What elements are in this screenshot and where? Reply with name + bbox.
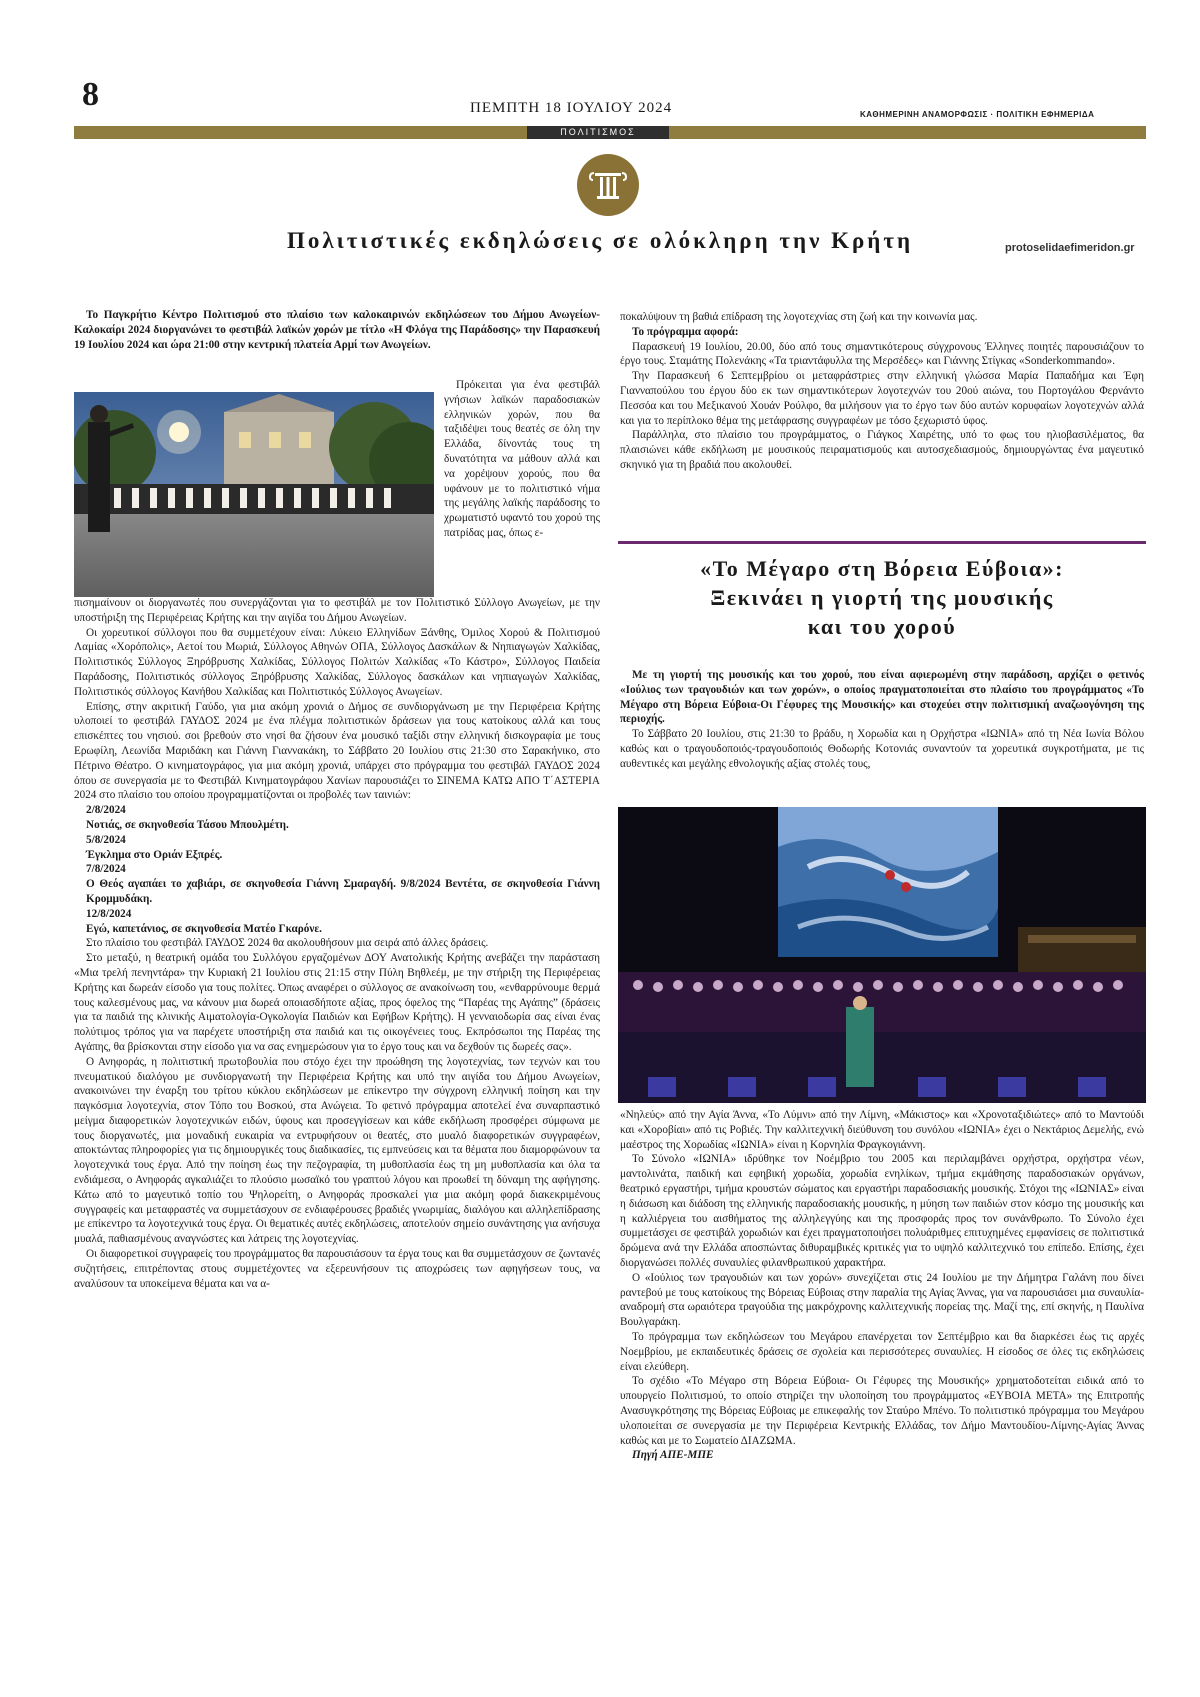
lead-paragraph: Το Παγκρήτιο Κέντρο Πολιτισμού στο πλαίσιο των καλοκαιρινών εκδηλώσεων του Δήμου Ανωγείων-Καλοκαίρι 2024 διοργανώνει το φεστιβάλ λαϊκών χορών με τίτλο «Η Φλόγα της Παράδοσης» την Παρασκευή 19 Ιουλίου 2024 και ώρα 21:00 στην κεντρική πλατεία Αρμί των Ανωγείων. bbox=[74, 309, 600, 351]
film-title: Ο Θεός αγαπάει το χαβιάρι, σε σκηνοθεσία Γιάννη Σμαραγδή. 9/8/2024 Βεντέτα, σε σκηνοθεσία Γιάννη Κρομμυδάκη. bbox=[86, 878, 600, 905]
body-paragraph: Παρασκευή 19 Ιουλίου, 20.00, δύο από τους σημαντικότερους σύγχρονους Έλληνες ποιητές παρουσιάζουν το έργο τους. Σταμάτης Πολενάκης «Τα τριαντάφυλλα της Μερσέδες» και Γιάννης Στίγκας «Sonderkommando». bbox=[620, 340, 1144, 368]
column-emblem-icon bbox=[577, 154, 639, 216]
section-label: ΠΟΛΙΤΙΣΜΟΣ bbox=[527, 126, 669, 139]
body-paragraph: πισημαίνουν οι διοργανωτές που συνεργάζονται για το φεστιβάλ με τον Πολιτιστικό Σύλλογο Ανωγείων, με την υποστήριξη της Περιφέρειας Κρήτης και την αιγίδα του Δήμου Ανωγείων. bbox=[74, 597, 600, 624]
watermark-website: protoselidaefimeridon.gr bbox=[1005, 242, 1135, 254]
folk-dance-photo bbox=[74, 392, 434, 597]
headline-line: και του χορού bbox=[807, 614, 957, 639]
body-paragraph: Το Σύνολο «ΙΩΝΙΑ» ιδρύθηκε τον Νοέμβριο του 2005 και περιλαμβάνει ορχήστρα, ορχήστρα νέων, μαντολινάτα, παιδική και εφηβική χορωδία, χορωδία ενηλίκων, τμήμα εκμάθησης παραδοσιακών οργάνων, θεατρικό εργαστήρι, τμήμα κρουστών σώματος και εργαστήρι παραδοσιακής μουσικής. Στόχοι της «ΙΩΝΙΑΣ» είναι η διάσωση και διάδοση της ελληνικής παραδοσιακής μουσικής, η μύηση των παιδιών στον κόσμο της μουσικής και η καλλιέργεια του αισθήματος της αλληλεγγύης και της προσφοράς προς τον συνάνθρωπο. Το Σύνολο έχει συμμετάσχει σε φεστιβάλ χορωδιών και έχει πραγματοποιήσει πολυάριθμες επιτυχημένες εμφανίσεις σε πολιτιστικά δρώμενα ανά την Ελλάδα αποσπώντας διθυραμβικές κριτικές για το υψηλό καλλιτεχνικό του επίπεδο. Επίσης, έχει διοργανώσει πολλές συναυλίες φιλανθρωπικού χαρακτήρα. bbox=[620, 1153, 1144, 1269]
film-date: 2/8/2024 bbox=[86, 804, 126, 817]
intro-paragraph: Πρόκειται για ένα φεστιβάλ γνήσιων λαϊκών παραδοσιακών ελληνικών χορών, που θα ταξιδέψει τους θεατές σε όλη την Ελλάδα, δίνοντάς τους τη δυνατότητα να μάθουν αλλά και να χορέψουν χορούς, που θα υφάνουν με το πολιτιστικό νήμα της μεγάλης λαϊκής παράδοσης το χρωματιστό υφαντό του χορού της πατρίδας μας, όπως ε- bbox=[444, 379, 600, 539]
page-number: 8 bbox=[82, 76, 99, 113]
issue-date: ΠΕΜΠΤΗ 18 ΙΟΥΛΙΟΥ 2024 bbox=[470, 100, 673, 116]
body-paragraph: Ο Ανηφοράς, η πολιτιστική πρωτοβουλία που στόχο έχει την προώθηση της λογοτεχνίας, των τεχνών και του πνευματικού διαλόγου με συνδιοργανωτή την Περιφέρεια Κρήτης και υπό την αιγίδα του Δήμου Ανωγείων, ανακοινώνει την έναρξη του τρίτου κύκλου εκδηλώσεων με επίκεντρο την σύγχρονη ελληνική ποίηση και την παγκόσμια λογοτεχνία, στον Τόπο του Βοσκού, στα Ανώγεια. Το φετινό πρόγραμμα αποτελεί ένα συναρπαστικό μείγμα διαφορετικών λογοτεχνικών ειδών, ύφους και προσεγγίσεων και κάθε εκδήλωση προσφέρει σύμφωνα με τους διοργανωτές, μια μοναδική ευκαιρία να εντρυφήσουν οι θεατές, στο μυαλό διαφορετικών συγγραφέων, αποκτώντας πληροφορίες για τις δημιουργικές τους διαδικασίες, τις εμπνεύσεις και τα θέματα που διαμορφώνουν τα λογοτεχνικά τους έργα. Από την ποίηση έως την πεζογραφία, τη μυθοπλασία έως τη μη μυθοπλασία και όλα τα ενδιάμεσα, ο Ανηφοράς αγκαλιάζει το πλούσιο μωσαϊκό του γραπτού λόγου και προωθεί τη δύναμη της αφήγησης. Κάτω από το μαγευτικό τοπίο του Ψηλορείτη, ο Ανηφοράς προσκαλεί για μια ακόμη φορά διακεκριμένους συγγραφείς και μεταφραστές να συμμετάσχουν σε ενδιαφέρουσες βραδιές γνωριμίας, διαλόγου και αλληλεπίδρασης με επίκεντρο τα λογοτεχνικά τους έργα. Οι θεματικές αυτές εκδηλώσεις, αποτελούν σημείο συνάντησης για ανήσυχα μυαλά, παθιασμένους αναγνώστες και λάτρεις της λογοτεχνίας. bbox=[74, 1055, 600, 1246]
film-title: Νοτιάς, σε σκηνοθεσία Τάσου Μπουλμέτη. bbox=[86, 818, 289, 831]
concert-photo bbox=[618, 807, 1146, 1103]
body-paragraph: Το Σάββατο 20 Ιουλίου, στις 21:30 το βράδυ, η Χορωδία και η Ορχήστρα «ΙΩΝΙΑ» από τη Νέα Ιωνία Βόλου καθώς και ο τραγουδοποιός-τραγουδοποιός Θοδωρής Κοτονιάς συναντούν τα χορευτικά συγκροτήματα, με τις αυθεντικές και μεγάλης εθνολογικής αξίας στολές τους, bbox=[620, 728, 1144, 770]
body-paragraph: Το σχέδιο «Το Μέγαρο στη Βόρεια Εύβοια- Οι Γέφυρες της Μουσικής» χρηματοδοτείται ειδικά από το υπουργείο Πολιτισμού, το οποίο στηρίζει την υλοποίηση του προγράμματος «ΕΥΒΟΙΑ ΜΕΤΑ» της Επιτροπής Ανασυγκρότησης της Βόρειας Εύβοιας με επικεφαλής τον Σταύρο Μπένο. Το πολιτιστικό πρόγραμμα του Μεγάρου υλοποιείται σε συνεργασία με την Περιφέρεια Κεντρικής Ελλάδας, τον Δήμο Μαντουδίου-Λίμνης-Αγίας Άννας καθώς και με το Σωματείο ΔΙΑΖΩΜΑ. bbox=[620, 1375, 1144, 1447]
body-paragraph: Παράλληλα, στο πλαίσιο του προγράμματος, ο Γιάγκος Χαιρέτης, υπό το φως του ηλιοβασιλέματος, θα πλαισιώνει κάθε εκδήλωση με μουσικούς πειραματισμούς και αυτοσχεδιασμούς, δημιουργώντας ένα μαγευτικό σκηνικό για τη βραδιά που ακολουθεί. bbox=[620, 429, 1144, 471]
article2-intro bbox=[620, 668, 1144, 772]
body-paragraph: Το πρόγραμμα των εκδηλώσεων του Μεγάρου επανέρχεται τον Σεπτέμβριο και θα διαρκέσει έως τις αρχές Νοεμβρίου, με εκπαιδευτικές δράσεις σε σχολεία και περισσότερες συναυλίες. Η είσοδος σε όλες τις εκδηλώσεις είναι ελεύθερη. bbox=[620, 1330, 1144, 1373]
body-paragraph: ποκαλύψουν τη βαθιά επίδραση της λογοτεχνίας στη ζωή και την κοινωνία μας. bbox=[620, 311, 978, 323]
film-date: 5/8/2024 bbox=[86, 833, 126, 846]
film-title: Έγκλημα στο Οριάν Εξπρές. bbox=[86, 848, 223, 861]
body-paragraph: Οι διαφορετικοί συγγραφείς του προγράμματος θα παρουσιάσουν τα έργα τους και θα συμμετάσχουν σε ζωντανές συζητήσεις, επιτρέποντας στους συμμετέχοντες να εξερευνήσουν τις αποχρώσεις των αφηγήσεων τους, να αναλύσουν τα υποκείμενα θέματα και να α- bbox=[74, 1248, 600, 1290]
film-date: 12/8/2024 bbox=[86, 907, 132, 920]
body-paragraph: Στο μεταξύ, η θεατρική ομάδα του Συλλόγου εργαζομένων ΔΟΥ Ανατολικής Κρήτης ανεβάζει την παράσταση «Μια τρελή πενηντάρα» την Κυριακή 21 Ιουλίου στις 21:15 στην Πύλη Βηθλεέμ, με την στήριξη της Περιφέρειας Κρήτης και δωρεάν είσοδο για τους πολίτες. Όπως αναφέρει ο σύλλογος σε ανακοίνωση του, «ενθαρρύνουμε θερμά τους καλεσμένους μας, να κάνουν μια δωρεά οποιασδήποτε αξίας, προς όφελος της “Παρέας της Αγάπης” (δράσεις για τα παιδιά της κλινικής Αιματολογία-Ογκολογία Παιδιών και Εφήβων Κρήτης). Η γενναιοδωρία σας είναι ένας πολύτιμος τρόπος για να παρέχετε υποστήριξη στα παιδιά και τις οικογένειες τους. Εκπρόσωποι της Παρέας της Αγάπης, θα βρίσκονται στην είσοδο για να σας ενημερώσουν για το έργο τους και να δεχθούν τις δωρεές σας». bbox=[74, 952, 600, 1053]
article-body-right bbox=[620, 310, 1144, 473]
film-title: Εγώ, καπετάνιος, σε σκηνοθεσία Ματέο Γκαρόνε. bbox=[86, 922, 322, 935]
body-paragraph: Επίσης, στην ακριτική Γαύδο, για μια ακόμη χρονιά ο Δήμος σε συνδιοργάνωση με την Περιφέρεια Κρήτης υλοποιεί το φεστιβάλ ΓΑΥΔΟΣ 2024 με ένα πλέγμα πολιτιστικών δράσεων για τους κατοίκους αλλά και τους επισκέπτες του νησιού. σοι βρεθούν στο νησί θα ζήσουν ένα μουσικό ταξίδι στην ελληνική δισκογραφία με τους Ερωφίλη, Λεωνίδα Μαριδάκη και Γιάννη Γιαννακάκη, το Σάββατο 20 Ιουλίου στις 21:30 στο Σαρακήνικο, στο Πέτρινο Θέατρο. Ο κινηματογράφος, για μια ακόμη χρονιά, υπάρχει στο πρόγραμμα του φεστιβάλ ΓΑΥΔΟΣ 2024 όπου σε συνεργασία με το Φεστιβάλ Κινηματογράφου Χανίων παρουσιάζει το ΣΙΝΕΜΑ ΚΑΤΩ ΑΠΟ Τ΄ΑΣΤΕΡΙΑ 2024 στο πλαίσιο του οποίου προγραμματίζονται οι προβολές των ταινιών: bbox=[74, 700, 600, 802]
body-paragraph: Την Παρασκευή 6 Σεπτεμβρίου οι μεταφράστριες στην ελληνική γλώσσα Μαρία Παπαδήμα και Έφη Γιανναπούλου του έργου δύο εκ των σημαντικότερων λογοτεχνών του 20ού αιώνα, του Πορτογάλου Φερνάντο Πεσσόα και του Μεξικανού Χουάν Ρούλφο, θα μιλήσουν για το έργο των δύο αυτών κορυφαίων λογοτεχνών αλλά και για το περίπλοκο θέμα της μετάφρασης συγγραφέων με τόσο ξεχωριστό ύφος. bbox=[620, 370, 1144, 427]
body-paragraph: «Νηλεύς» από την Αγία Άννα, «Το Λύμνι» από την Λίμνη, «Μάκιστος» και «Χρονοταξιδιώτες» από το Μαντούδι και «Χοροβίαι» από τις Ροβιές. Την καλλιτεχνική διεύθυνση του συνόλου «ΙΩΝΙΑ» έχει ο Νεκτάριος Δεμελής, ενώ μαέστρος της Χορωδίας «ΙΩΝΙΑ» είναι η Κορνηλία Φραγκογιάννη. bbox=[620, 1109, 1144, 1151]
body-paragraph: Στο πλαίσιο του φεστιβάλ ΓΑΥΔΟΣ 2024 θα ακολουθήσουν μια σειρά από άλλες δράσεις. bbox=[86, 937, 489, 950]
article-divider bbox=[618, 541, 1146, 544]
program-heading: Το πρόγραμμα αφορά: bbox=[632, 325, 739, 338]
article2-body bbox=[620, 1108, 1144, 1463]
lead-paragraph: Με τη γιορτή της μουσικής και του χορού, που είναι αφιερωμένη στην παράδοση, αρχίζει ο φετινός «Ιούλιος των τραγουδιών και των χορών», ο οποίος πραγματοποιείται στο πλαίσιο του προγράμματος «Το Μέγαρο στη Βόρεια Εύβοια-Οι Γέφυρες της Μουσικής» και στοχεύει στην πολιτισμική αναζωογόνηση της περιοχής. bbox=[620, 669, 1144, 726]
body-paragraph: Οι χορευτικοί σύλλογοι που θα συμμετέχουν είναι: Λύκειο Ελληνίδων Ξάνθης, Όμιλος Χορού & Πολιτισμού Λαμίας «Χορόπολις», Αετοί του Μωριά, Σύλλογος Αθηνών ΟΠΑ, Σύλλογος Δασκάλων & Νηπιαγωγών Χαλκίδας, Πολιτιστικός Σύλλογος Ξηρόβρυσης Χαλκίδας, Σύλλογος Πολιτών Χαλκίδας «Το Κάστρο», Σύλλογος Παιδεία Παράδοσης, Πολιτιστικός σύλλογος Ξηρόβρυσης Χαλκίδας, Σύλλογος δασκάλων και νηπιαγωγών Χαλκίδας, Πολιτιστικός σύλλογος Κανήθου Χαλκίδας και Πολιτιστικός Σύλλογος Ανωγείων. bbox=[74, 626, 600, 698]
newspaper-name: ΚΑΘΗΜΕΡΙΝΗ ΑΝΑΜΟΡΦΩΣΙΣ · ΠΟΛΙΤΙΚΗ ΕΦΗΜΕΡΙΔΑ bbox=[860, 110, 1095, 119]
article-lead bbox=[74, 308, 600, 352]
body-paragraph: Ο «Ιούλιος των τραγουδιών και των χορών» συνεχίζεται στις 24 Ιουλίου με την Δήμητρα Γαλάνη που δίνει ραντεβού με τους κατοίκους της Βόρειας Εύβοιας στην παραλία της Αγίας Άννας, για να παρουσιάσει μια συναυλία-αναδρομή στα ωραιότερα τραγούδια της μακρόχρονης καλλιτεχνικής πορείας της. Μαζί της, επί σκηνής, η Παυλίνα Βουλγαράκη. bbox=[620, 1271, 1144, 1329]
film-date: 7/8/2024 bbox=[86, 863, 126, 876]
headline-line: Ξεκινάει η γιορτή της μουσικής bbox=[710, 585, 1054, 610]
source-credit: Πηγή ΑΠΕ-ΜΠΕ bbox=[632, 1449, 714, 1462]
headline-line: «Το Μέγαρο στη Βόρεια Εύβοια»: bbox=[700, 556, 1064, 581]
article-headline: Πολιτιστικές εκδηλώσεις σε ολόκληρη την Κρήτη bbox=[286, 228, 914, 253]
article2-headline bbox=[620, 554, 1144, 641]
article-body-left bbox=[74, 596, 600, 1291]
article-intro-wrap bbox=[444, 378, 600, 541]
